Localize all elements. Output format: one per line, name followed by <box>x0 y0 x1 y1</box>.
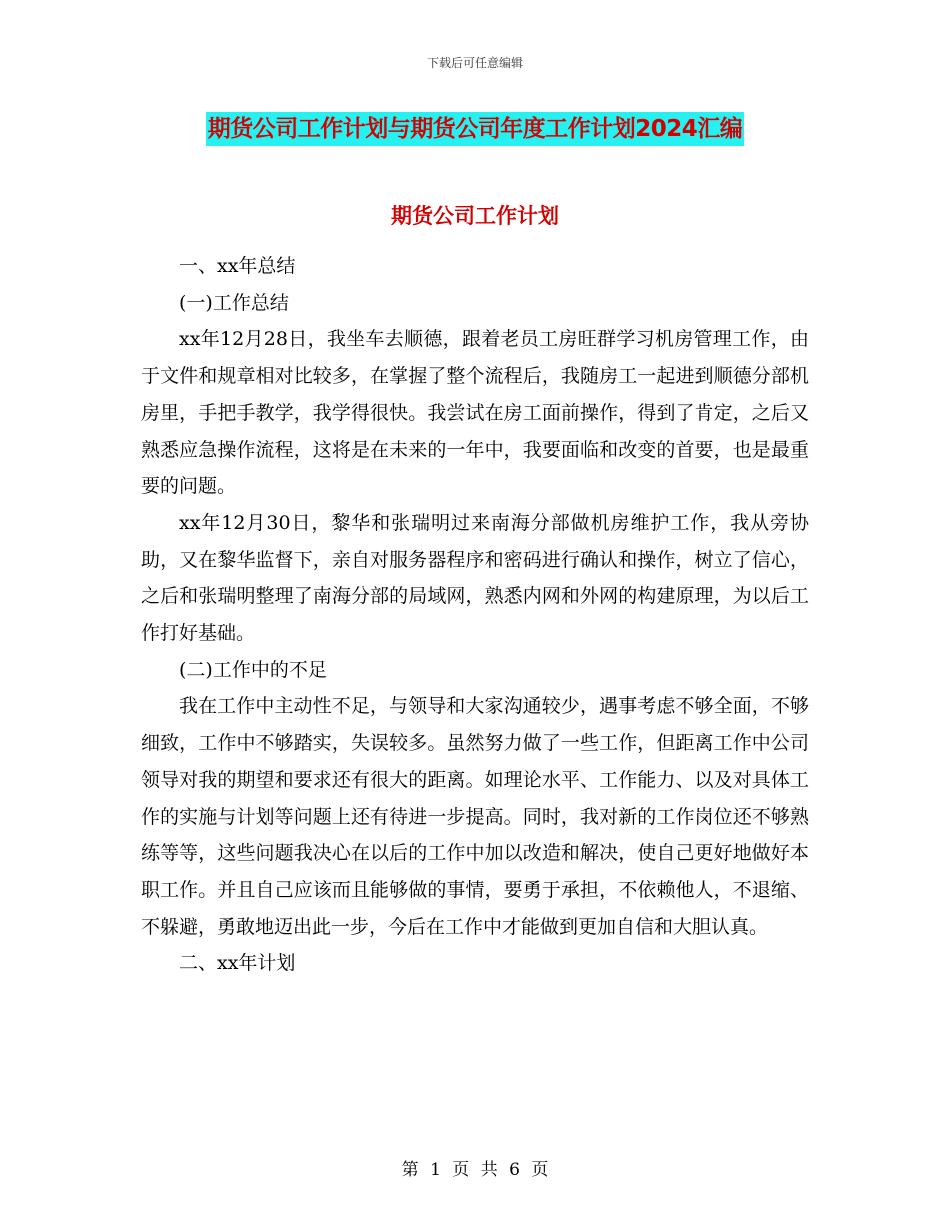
page-footer: 第 1 页 共 6 页 <box>401 1160 549 1180</box>
paragraph: 我在工作中主动性不足，与领导和大家沟通较少，遇事考虑不够全面，不够细致，工作中不够踏实，失误较多。虽然努力做了一些工作，但距离工作中公司领导对我的期望和要求还有很大的距离。如理论水平、工作能力、以及对具体工作的实施与计划等问题上还有待进一步提高。同时，我对新的工作岗位还不够熟练等等，这些问题我决心在以后的工作中加以改造和解决，使自己更好地做好本职工作。并且自己应该而且能够做的事情，要勇于承担，不依赖他人，不退缩、不躲避，勇敢地迈出此一步，今后在工作中才能做到更加自信和大胆认真。 <box>141 695 809 938</box>
document-title-text: 期货公司工作计划与期货公司年度工作计划2024汇编 <box>206 112 745 146</box>
paragraph: xx年12月30日，黎华和张瑞明过来南海分部做机房维护工作，我从旁协助，又在黎华监督下，亲自对服务器程序和密码进行确认和操作，树立了信心，之后和张瑞明整理了南海分部的局域网，熟悉内网和外网的构建原理，为以后工作打好基础。 <box>141 511 809 645</box>
heading-summary: 一、xx年总结 <box>179 255 296 277</box>
paragraph: xx年12月28日，我坐车去顺德，跟着老员工房旺群学习机房管理工作，由于文件和规章相对比较多，在掌握了整个流程后，我随房工一起进到顺德分部机房里，手把手教学，我学得很快。我尝试在房工面前操作，得到了肯定，之后又熟悉应急操作流程，这将是在未来的一年中，我要面临和改变的首要，也是最重要的问题。 <box>141 328 809 498</box>
document-body <box>141 248 809 982</box>
subheading-work-summary: (一)工作总结 <box>179 291 289 314</box>
subheading-shortcomings: (二)工作中的不足 <box>179 658 327 681</box>
document-title <box>0 112 950 146</box>
header-note: 下载后可任意编辑 <box>426 56 523 70</box>
heading-plan: 二、xx年计划 <box>179 952 296 975</box>
section-title: 期货公司工作计划 <box>391 204 559 228</box>
